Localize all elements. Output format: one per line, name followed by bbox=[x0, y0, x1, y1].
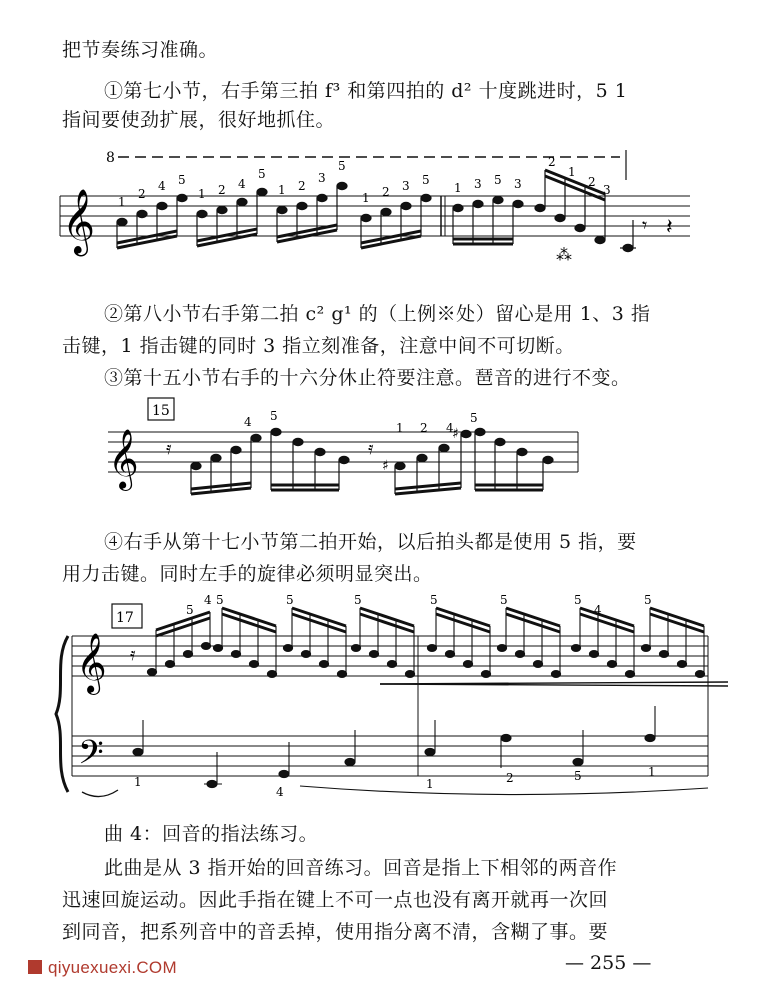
ottava-mark: 8 bbox=[106, 150, 115, 166]
music-example-1 bbox=[0, 140, 772, 290]
svg-text:5: 5 bbox=[258, 167, 266, 181]
svg-text:3: 3 bbox=[318, 171, 326, 185]
svg-text:5: 5 bbox=[422, 173, 430, 187]
measure-number-17: 17 bbox=[116, 610, 134, 626]
text-line-10: 此曲是从 3 指开始的回音练习。回音是指上下相邻的两音作 bbox=[104, 857, 618, 879]
svg-text:5: 5 bbox=[470, 411, 478, 425]
text-line-5: 击键，1 指击键的同时 3 指立刻准备，注意中间不可切断。 bbox=[62, 335, 575, 357]
svg-text:1: 1 bbox=[568, 165, 576, 179]
svg-text:𝄾: 𝄾 bbox=[642, 213, 648, 237]
svg-text:5: 5 bbox=[338, 159, 346, 173]
text-line-6: ③第十五小节右手的十六分休止符要注意。琶音的进行不变。 bbox=[104, 367, 631, 389]
svg-text:1: 1 bbox=[648, 765, 656, 779]
text-line-1: 把节奏练习准确。 bbox=[62, 39, 219, 61]
svg-text:5: 5 bbox=[186, 603, 194, 617]
svg-text:2: 2 bbox=[506, 771, 514, 785]
svg-text:4: 4 bbox=[446, 421, 454, 435]
watermark-logo-icon bbox=[28, 960, 42, 974]
svg-text:2: 2 bbox=[218, 183, 226, 197]
svg-text:1: 1 bbox=[278, 183, 286, 197]
svg-text:2: 2 bbox=[298, 179, 306, 193]
svg-text:𝄿: 𝄿 bbox=[130, 644, 136, 665]
text-line-4: ②第八小节右手第二拍 c² g¹ 的（上例※处）留心是用 1、3 指 bbox=[104, 303, 651, 325]
svg-text:2: 2 bbox=[420, 421, 428, 435]
svg-text:1: 1 bbox=[362, 191, 370, 205]
svg-text:5: 5 bbox=[644, 593, 652, 607]
svg-text:𝄽: 𝄽 bbox=[666, 215, 673, 240]
svg-text:2: 2 bbox=[138, 187, 146, 201]
svg-text:5: 5 bbox=[494, 173, 502, 187]
svg-text:3: 3 bbox=[603, 183, 611, 197]
svg-text:3: 3 bbox=[402, 179, 410, 193]
text-line-2: ①第七小节，右手第三拍 f³ 和第四拍的 d² 十度跳进时，5 1 bbox=[104, 80, 628, 102]
svg-text:𝄞: 𝄞 bbox=[76, 633, 107, 693]
svg-text:5: 5 bbox=[430, 593, 438, 607]
svg-text:5: 5 bbox=[500, 593, 508, 607]
svg-text:𝄞: 𝄞 bbox=[108, 429, 139, 489]
svg-text:3: 3 bbox=[514, 177, 522, 191]
svg-text:5: 5 bbox=[574, 593, 582, 607]
treble-clef: 𝄞 bbox=[62, 189, 96, 254]
svg-text:1: 1 bbox=[396, 421, 404, 435]
svg-text:4: 4 bbox=[276, 785, 284, 799]
text-line-12: 到同音，把系列音中的音丢掉，使用指分离不清，含糊了事。要 bbox=[62, 921, 609, 943]
svg-text:4: 4 bbox=[238, 177, 246, 191]
fingerings-ex1 bbox=[118, 155, 611, 209]
svg-text:𝄿: 𝄿 bbox=[166, 438, 172, 459]
watermark-text: qiyuexuexi.COM bbox=[48, 958, 177, 977]
svg-text:1: 1 bbox=[134, 775, 142, 789]
svg-text:1: 1 bbox=[454, 181, 462, 195]
svg-text:1: 1 bbox=[198, 187, 206, 201]
music-example-2 bbox=[0, 392, 772, 502]
svg-text:5: 5 bbox=[216, 593, 224, 607]
svg-text:5: 5 bbox=[178, 173, 186, 187]
page-number: — 255 — bbox=[565, 952, 652, 974]
svg-text:5: 5 bbox=[270, 409, 278, 423]
section-heading-4: 曲 4：回音的指法练习。 bbox=[104, 823, 319, 845]
svg-text:4: 4 bbox=[158, 179, 166, 193]
svg-text:♯: ♯ bbox=[452, 426, 459, 442]
svg-text:5: 5 bbox=[354, 593, 362, 607]
svg-text:2: 2 bbox=[548, 155, 556, 169]
notes-group-1 bbox=[117, 170, 636, 252]
measure-number-15: 15 bbox=[152, 403, 170, 419]
svg-text:⁂: ⁂ bbox=[556, 245, 572, 264]
svg-text:1: 1 bbox=[426, 777, 434, 791]
svg-text:5: 5 bbox=[574, 769, 582, 783]
svg-text:2: 2 bbox=[382, 185, 390, 199]
svg-text:5: 5 bbox=[286, 593, 294, 607]
svg-text:4: 4 bbox=[244, 415, 252, 429]
svg-text:𝄿: 𝄿 bbox=[368, 438, 374, 459]
svg-text:4: 4 bbox=[594, 603, 602, 617]
notes-group-3 bbox=[133, 608, 705, 788]
text-line-3: 指间要使劲扩展，很好地抓住。 bbox=[62, 109, 336, 131]
svg-text:𝄢: 𝄢 bbox=[78, 734, 104, 780]
svg-text:3: 3 bbox=[474, 177, 482, 191]
svg-text:♯: ♯ bbox=[382, 458, 389, 474]
text-line-8: 用力击键。同时左手的旋律必须明显突出。 bbox=[62, 563, 433, 585]
svg-text:2: 2 bbox=[588, 175, 596, 189]
svg-text:1: 1 bbox=[118, 195, 126, 209]
text-line-7: ④右手从第十七小节第二拍开始，以后拍头都是使用 5 指，要 bbox=[104, 531, 637, 553]
music-example-3 bbox=[0, 590, 772, 810]
text-line-11: 迅速回旋运动。因此手指在键上不可一点也没有离开就再一次回 bbox=[62, 889, 609, 911]
watermark bbox=[28, 958, 177, 978]
svg-text:4: 4 bbox=[204, 593, 212, 607]
